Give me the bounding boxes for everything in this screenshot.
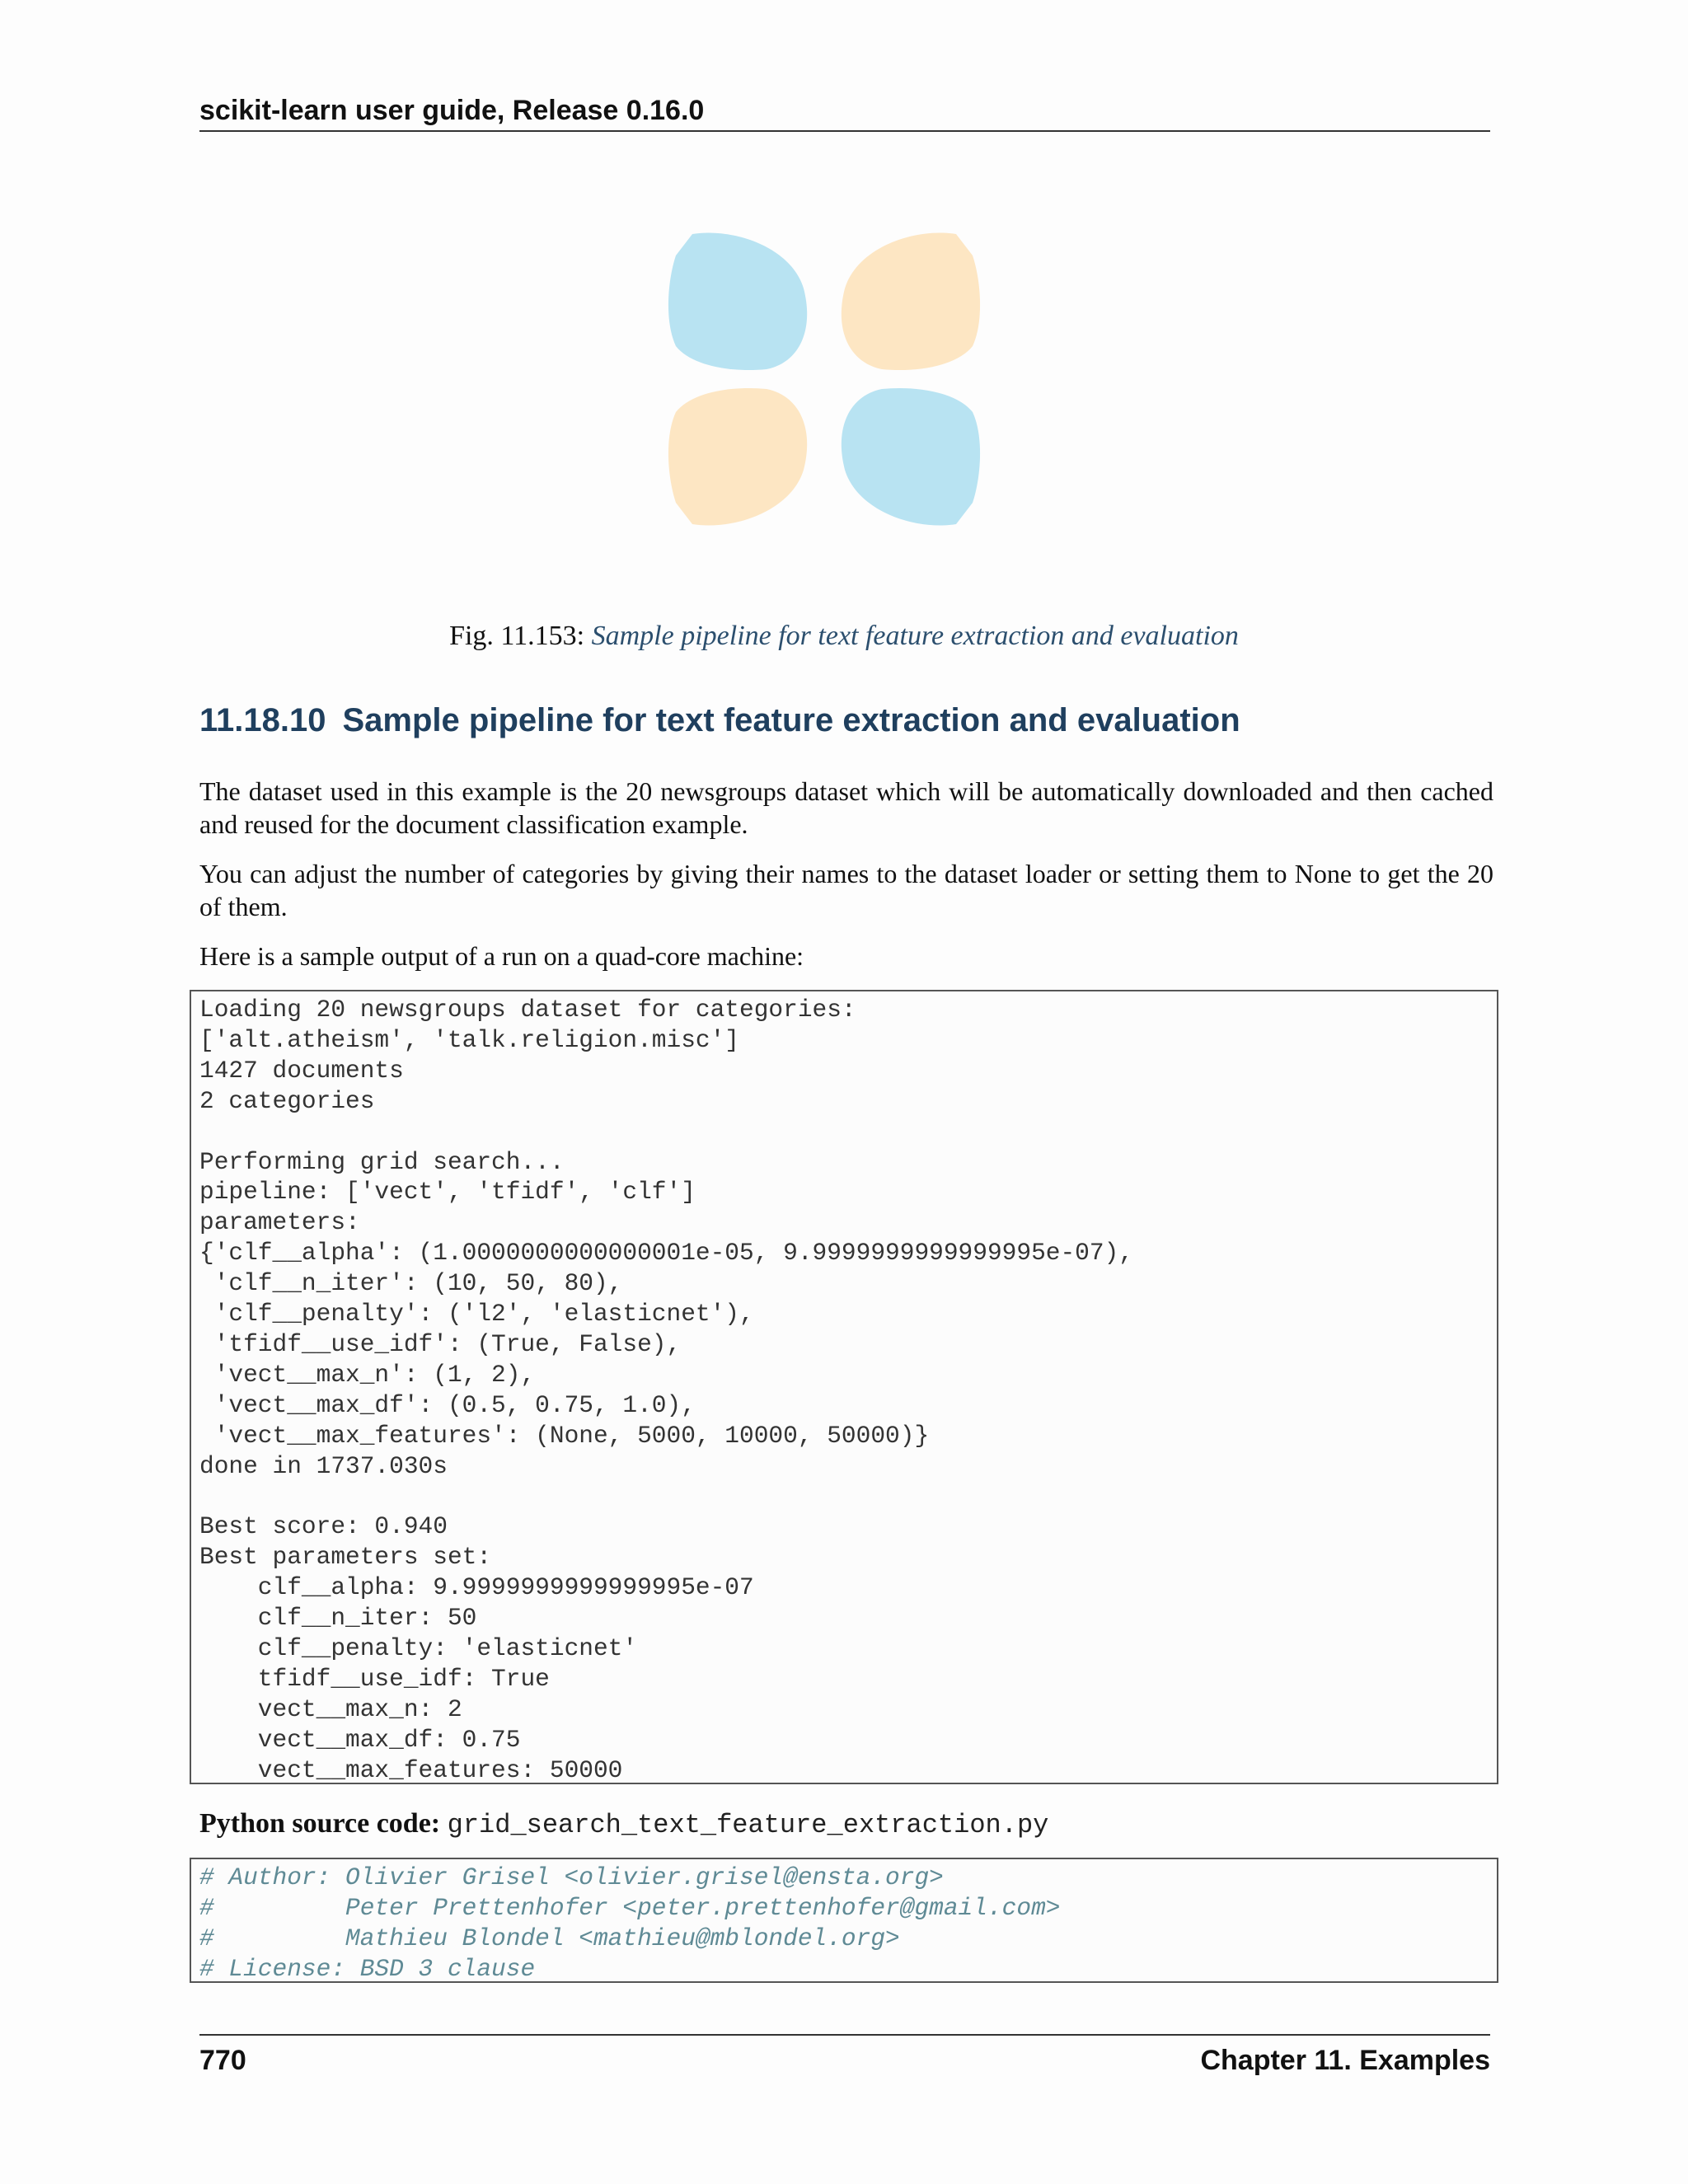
header-divider [199,130,1490,132]
figure-label: Fig. 11.153: [449,621,585,651]
chapter-title: Chapter 11. Examples [1200,2045,1490,2076]
blob-bottom-left [668,388,807,526]
source-label: Python source code: [199,1808,441,1839]
sample-output-block [190,990,1498,1784]
running-header: scikit-learn user guide, Release 0.16.0 [199,95,705,126]
section-title: Sample pipeline for text feature extraction and evaluation [342,702,1240,738]
paragraph-sample-output: Here is a sample output of a run on a quad-core machine: [199,941,804,971]
figure-caption [0,620,1688,653]
figure-caption-link[interactable]: Sample pipeline for text feature extraction and evaluation [591,621,1239,651]
page-footer [199,2042,1490,2079]
figure-image [668,231,981,527]
blob-bottom-right [842,388,980,526]
section-number: 11.18.10 [199,702,326,738]
source-filename-link[interactable]: grid_search_text_feature_extraction.py [447,1810,1049,1840]
blob-top-right [842,232,980,370]
paragraph-dataset: The dataset used in this example is the 20 newsgroups dataset which will be automatically downloaded and then cached and reused for the document classification example. [199,776,1493,839]
blob-top-left [668,232,807,370]
sample-output-text: Loading 20 newsgroups dataset for categories: ['alt.atheism', 'talk.religion.misc'] 1427 documents 2 categories Performing grid search... pipeline: ['vect', 'tfidf', 'clf'] parameters: {'clf__alpha': (1.0000000000000001e-05, 9.9999999999999995e-07), 'clf__n_iter': (10, 50, 80), 'clf__penalty': ('l2', 'elasticnet'), 'tfidf__use_idf': (True, False), 'vect__max_n': (1, 2), 'vect__max_df': (0.5, 0.75, 1.0), 'vect__max_features': (None, 5000, 10000, 50000)} done in 1737.030s Best score: 0.940 Best parameters set: clf__alpha: 9.9999999999999995e-07 clf__n_iter: 50 clf__penalty: 'elasticnet' tfidf__use_idf: True vect__max_n: 2 vect__max_df: 0.75 vect__max_features: 50000 [199,996,1133,1784]
source-code-text: # Author: Olivier Grisel <olivier.grisel@ensta.org> # Peter Prettenhofer <peter.prettenhofer@gmail.com> # Mathieu Blondel <mathieu@mblondel.org> # License: BSD 3 clause [199,1863,1061,1983]
source-code-block [190,1858,1498,1983]
page-number: 770 [199,2045,246,2076]
source-code-line [199,1807,1493,1843]
paragraph-categories: You can adjust the number of categories by giving their names to the dataset loader or setting them to None to get the 20 of them. [199,859,1493,921]
section-heading [199,699,1518,742]
footer-divider [199,2034,1490,2036]
